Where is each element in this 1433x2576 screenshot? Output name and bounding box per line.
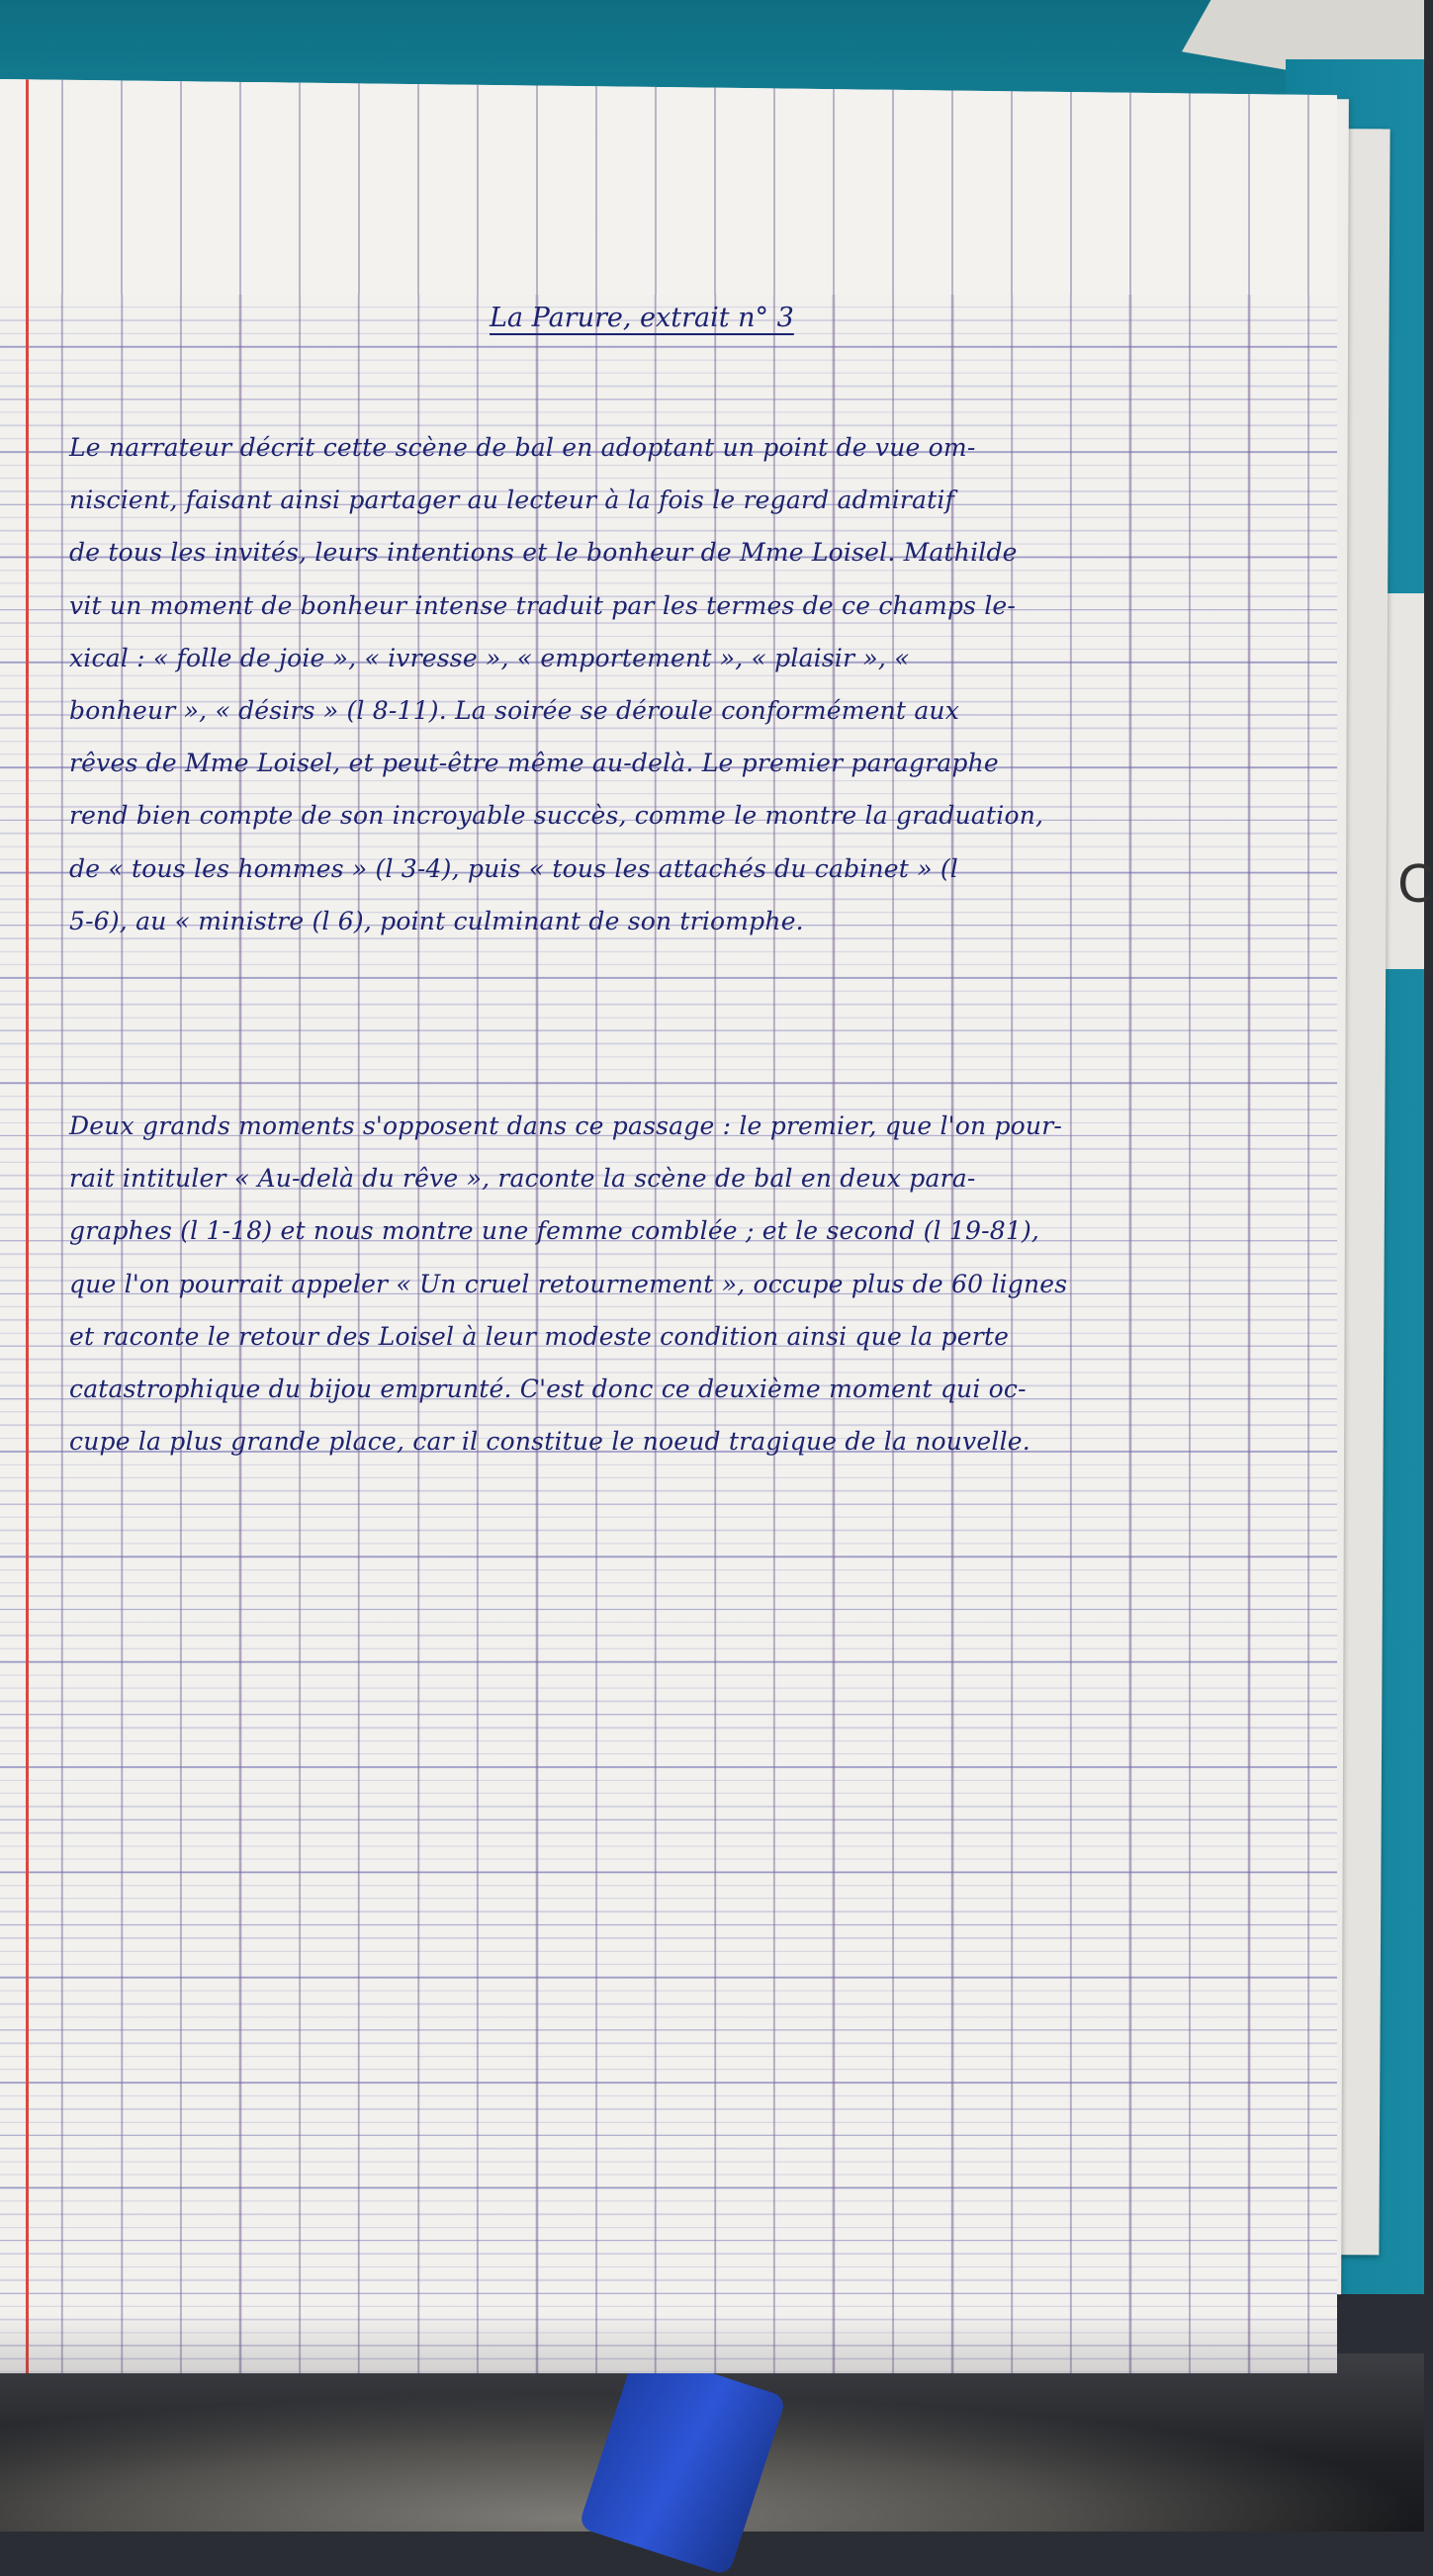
text-line: graphes (l 1-18) et nous montre une femme comblée ; et le second (l 19-81), bbox=[69, 1216, 1040, 1246]
document-title: La Parure, extrait n° 3 bbox=[490, 303, 794, 333]
text-line: bonheur », « désirs » (l 8-11). La soirée se déroule conformément aux bbox=[69, 695, 960, 725]
text-line: rêves de Mme Loisel, et peut-être même au-delà. Le premier paragraphe bbox=[69, 749, 999, 778]
page-shadow bbox=[0, 2314, 1337, 2373]
text-line: de « tous les hommes » (l 3-4), puis « tous les attachés du cabinet » (l bbox=[69, 853, 958, 883]
text-line: rend bien compte de son incroyable succès, comme le montre la graduation, bbox=[69, 801, 1044, 831]
text-line: Deux grands moments s'opposent dans ce passage : le premier, que l'on pour- bbox=[69, 1111, 1063, 1140]
page-header-area bbox=[0, 79, 1337, 295]
text-line: cupe la plus grande place, car il constitue le noeud tragique de la nouvelle. bbox=[69, 1427, 1030, 1457]
text-line: catastrophique du bijou emprunté. C'est donc ce deuxième moment qui oc- bbox=[69, 1374, 1027, 1403]
text-line: vit un moment de bonheur intense traduit par les termes de ce champs le- bbox=[69, 590, 1017, 620]
text-line: et raconte le retour des Loisel à leur modeste condition ainsi que la perte bbox=[69, 1321, 1010, 1351]
margin-rule bbox=[26, 79, 29, 2373]
folder-card-letter: C bbox=[1397, 855, 1433, 915]
paragraph-1 bbox=[69, 421, 1296, 947]
text-line: rait intituler « Au-delà du rêve », raconte la scène de bal en deux para- bbox=[69, 1164, 976, 1194]
paragraph-2 bbox=[69, 1100, 1296, 1467]
text-line: niscient, faisant ainsi partager au lecteur à la fois le regard admiratif bbox=[69, 486, 955, 515]
text-line: Le narrateur décrit cette scène de bal en adoptant un point de vue om- bbox=[69, 433, 976, 462]
text-line: que l'on pourrait appeler « Un cruel retournement », occupe plus de 60 lignes bbox=[69, 1269, 1068, 1298]
text-line: xical : « folle de joie », « ivresse », « emportement », « plaisir », « bbox=[69, 643, 910, 672]
text-line: de tous les invités, leurs intentions et le bonheur de Mme Loisel. Mathilde bbox=[69, 538, 1018, 568]
text-line: 5-6), au « ministre (l 6), point culminant de son triomphe. bbox=[69, 906, 804, 935]
